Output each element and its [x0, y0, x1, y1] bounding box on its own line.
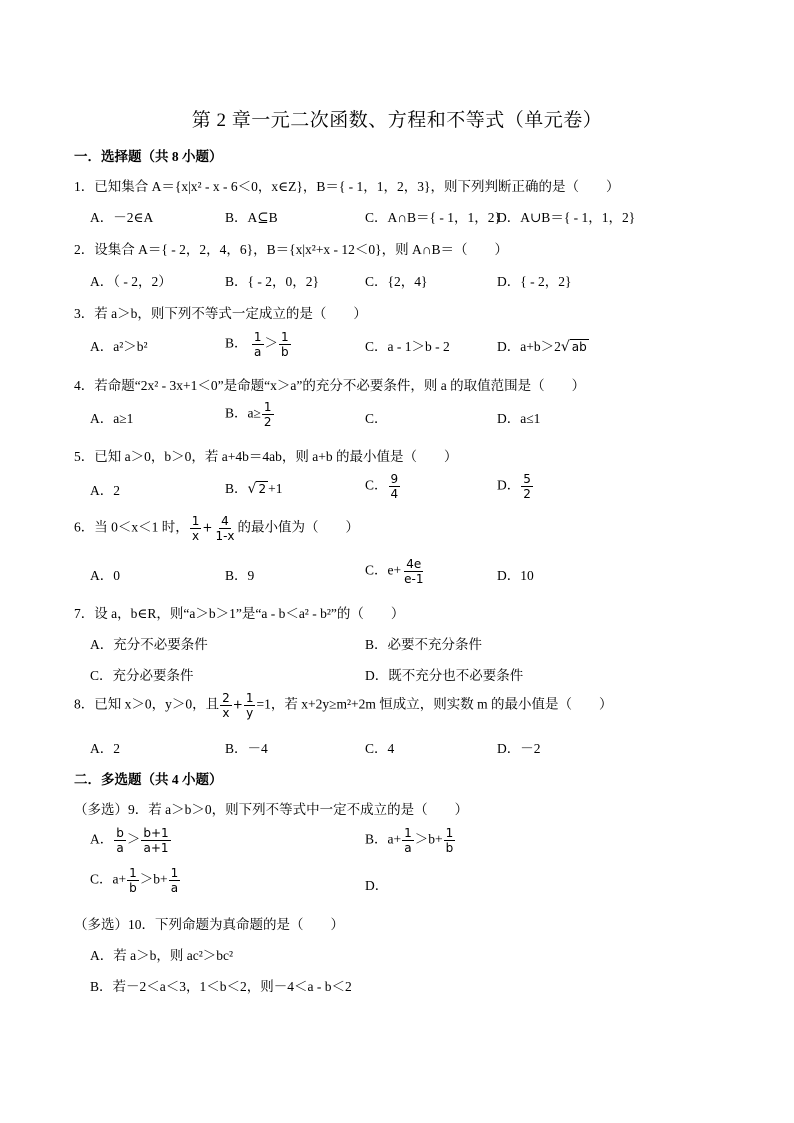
- q4-option-d: D．a≤1: [497, 411, 541, 426]
- question-8-options: [0, 737, 794, 759]
- denominator: 1-x: [215, 529, 235, 543]
- q2-option-d: D．{ - 2，2}: [497, 274, 572, 289]
- numerator: 2: [222, 691, 230, 705]
- q8-option-b: B．－4: [225, 741, 268, 756]
- q4-option-b-fraction: [262, 400, 274, 429]
- numerator: 1: [245, 691, 254, 705]
- q10-option-b: B．若－2＜a＜3，1＜b＜2，则－4＜a - b＜2: [90, 979, 352, 994]
- q5-option-b-label: B．: [225, 481, 248, 496]
- q9-option-a: [90, 826, 172, 855]
- question-2-options: [0, 270, 794, 292]
- question-9-stem: （多选）9．若 a＞b＞0，则下列不等式中一定不成立的是（ ）: [74, 802, 469, 817]
- q8-option-d: D．－2: [497, 741, 541, 756]
- q4-option-b: [225, 400, 275, 429]
- q6-option-c-label: C．e+: [365, 562, 402, 578]
- q3-option-d-label: D．a+b＞2: [497, 339, 561, 354]
- q9-option-a-fraction-1: [114, 826, 126, 855]
- denominator: b: [281, 345, 289, 359]
- question-3-stem: 3．若 a＞b，则下列不等式一定成立的是（ ）: [74, 306, 367, 321]
- denominator: 4: [390, 487, 399, 501]
- numerator: 4: [221, 514, 229, 528]
- q3-option-b-fraction-1: [252, 330, 264, 359]
- sqrt-icon: √: [247, 481, 257, 497]
- question-4-options: [0, 400, 794, 429]
- q9-option-d: D．: [365, 878, 389, 893]
- stem-prefix: 6．当 0＜x＜1 时，: [74, 519, 189, 535]
- denominator: a: [404, 841, 412, 855]
- relation: ＞b+: [139, 871, 168, 887]
- question-6-stem: [74, 514, 359, 543]
- q8-fraction-2: [244, 691, 256, 720]
- q9-option-c-fraction-1: [127, 866, 139, 895]
- q6-option-d: D．10: [497, 568, 534, 583]
- question-10-option-a-row: [0, 944, 794, 966]
- plus: +: [232, 697, 243, 712]
- question-7-options-row-2: [0, 664, 794, 686]
- denominator: 2: [263, 415, 272, 429]
- q7-option-b: B．必要不充分条件: [365, 637, 483, 652]
- q3-option-b-fraction-2: [279, 330, 291, 359]
- q4-option-b-label: B．a≥: [225, 405, 261, 421]
- q1-option-c: C．A∩B＝{ - 1，1，2}: [365, 210, 501, 225]
- denominator: a: [116, 841, 124, 855]
- numerator: 9: [390, 472, 399, 486]
- question-4-stem: 4．若命题“2x² - 3x+1＜0”是命题“x＞a”的充分不必要条件，则 a 的取值范围是（ ）: [74, 378, 586, 393]
- q9-option-a-fraction-2: [141, 826, 170, 855]
- question-2-stem: 2．设集合 A＝{ - 2，2，4，6}，B＝{x|x²+x - 12＜0}，则 A∩B＝（ ）: [74, 242, 509, 257]
- q6-fraction-2: [213, 514, 236, 543]
- denominator: x: [222, 706, 230, 720]
- q9-option-b-fraction-1: [402, 826, 414, 855]
- question-1-stem: 1．已知集合 A＝{x|x² - x - 6＜0，x∈Z}，B＝{ - 1，1，2，3}，则下列判断正确的是（ ）: [74, 179, 620, 194]
- q2-option-c: C．{2，4}: [365, 274, 428, 289]
- q5-option-c: [365, 472, 401, 501]
- numerator: 1: [404, 826, 412, 840]
- question-10-option-b-row: [0, 975, 794, 997]
- q7-option-d: D．既不充分也不必要条件: [365, 668, 524, 683]
- numerator: 1: [129, 866, 137, 880]
- q9-option-c-fraction-2: [169, 866, 181, 895]
- suffix: +1: [268, 481, 283, 496]
- radicand: ab: [571, 340, 587, 354]
- relation: ＞b+: [414, 831, 443, 847]
- q3-option-b-label: B．: [225, 335, 248, 351]
- numerator: 1: [281, 330, 289, 344]
- q9-option-b-label: B．a+: [365, 831, 402, 847]
- relation: ＞: [126, 831, 141, 847]
- page-title: 第 2 章一元二次函数、方程和不等式（单元卷）: [191, 110, 603, 131]
- q6-fraction-1: [190, 514, 202, 543]
- denominator: a: [254, 345, 262, 359]
- sqrt-icon: √: [560, 339, 570, 355]
- q9-option-b: [365, 826, 456, 855]
- q8-option-c: C．4: [365, 741, 395, 756]
- q1-option-d: D．A∪B＝{ - 1，1，2}: [497, 210, 636, 225]
- q5-option-a: A．2: [90, 483, 120, 498]
- q3-option-a: A．a²＞b²: [90, 339, 148, 354]
- q2-option-a: A．（ - 2，2）: [90, 274, 172, 289]
- numerator: 1: [191, 514, 200, 528]
- question-9-options-row-1: [0, 826, 794, 855]
- q5-option-c-label: C．: [365, 477, 388, 493]
- stem-prefix: 8．已知 x＞0，y＞0，且: [74, 696, 220, 712]
- question-6-options: [0, 557, 794, 586]
- q5-option-d-fraction: [521, 472, 533, 501]
- numerator: 5: [523, 472, 531, 486]
- q6-option-c: [365, 557, 426, 586]
- question-1-options: [0, 206, 794, 228]
- q9-option-c-label: C．a+: [90, 871, 127, 887]
- q3-option-c: C．a - 1＞b - 2: [365, 339, 450, 354]
- section-heading-choice: 一．选择题（共 8 小题）: [74, 149, 223, 164]
- denominator: x: [192, 529, 200, 543]
- numerator: b+1: [143, 826, 169, 840]
- q3-option-b: [225, 330, 292, 359]
- denominator: b: [445, 841, 454, 855]
- plus: +: [202, 520, 213, 535]
- q5-option-d: [497, 472, 534, 501]
- q5-option-d-label: D．: [497, 477, 521, 493]
- q1-option-a: A．－2∈A: [90, 210, 154, 225]
- q6-option-b: B．9: [225, 568, 255, 583]
- q9-option-a-label: A．: [90, 831, 114, 847]
- denominator: e-1: [404, 572, 424, 586]
- numerator: 1: [445, 826, 454, 840]
- denominator: y: [246, 706, 254, 720]
- question-10-stem: （多选）10．下列命题为真命题的是（ ）: [74, 917, 344, 932]
- q10-option-a: A．若 a＞b，则 ac²＞bc²: [90, 948, 234, 963]
- q9-option-c: [90, 866, 181, 895]
- question-8-stem: [74, 691, 613, 720]
- radicand: 2: [258, 482, 267, 496]
- question-7-stem: 7．设 a，b∈R，则“a＞b＞1”是“a - b＜a² - b²”的（ ）: [74, 606, 405, 621]
- stem-suffix: =1，若 x+2y≥m²+2m 恒成立，则实数 m 的最小值是（ ）: [256, 696, 613, 712]
- denominator: 2: [523, 487, 531, 501]
- q2-option-b: B．{ - 2，0，2}: [225, 274, 319, 289]
- q5-option-c-fraction: [389, 472, 401, 501]
- q3-option-d: [497, 335, 589, 355]
- denominator: a: [170, 881, 179, 895]
- question-9-options-row-2: [0, 866, 794, 895]
- numerator: 4e: [406, 557, 422, 571]
- question-5-stem: 5．已知 a＞0，b＞0，若 a+4b＝4ab，则 a+b 的最小值是（ ）: [74, 449, 458, 464]
- question-7-options-row-1: [0, 633, 794, 655]
- q6-option-a: A．0: [90, 568, 120, 583]
- q9-option-b-fraction-2: [444, 826, 456, 855]
- relation: ＞: [264, 335, 279, 351]
- q5-option-b: [225, 477, 282, 497]
- numerator: 1: [253, 330, 262, 344]
- numerator: 1: [263, 400, 272, 414]
- numerator: b: [116, 826, 124, 840]
- numerator: 1: [170, 866, 179, 880]
- q8-option-a: A．2: [90, 741, 120, 756]
- q8-fraction-1: [220, 691, 232, 720]
- section-heading-multi: 二．多选题（共 4 小题）: [74, 772, 223, 787]
- stem-suffix: 的最小值为（ ）: [237, 519, 360, 535]
- question-5-options: [0, 472, 794, 501]
- question-3-options: [0, 330, 794, 359]
- q6-option-c-fraction: [402, 557, 425, 586]
- denominator: b: [129, 881, 137, 895]
- q7-option-c: C．充分必要条件: [90, 668, 194, 683]
- q1-option-b: B．A⊆B: [225, 210, 278, 225]
- q7-option-a: A．充分不必要条件: [90, 637, 208, 652]
- q4-option-a: A．a≥1: [90, 411, 134, 426]
- denominator: a+1: [143, 841, 169, 855]
- q4-option-c: C．: [365, 411, 388, 426]
